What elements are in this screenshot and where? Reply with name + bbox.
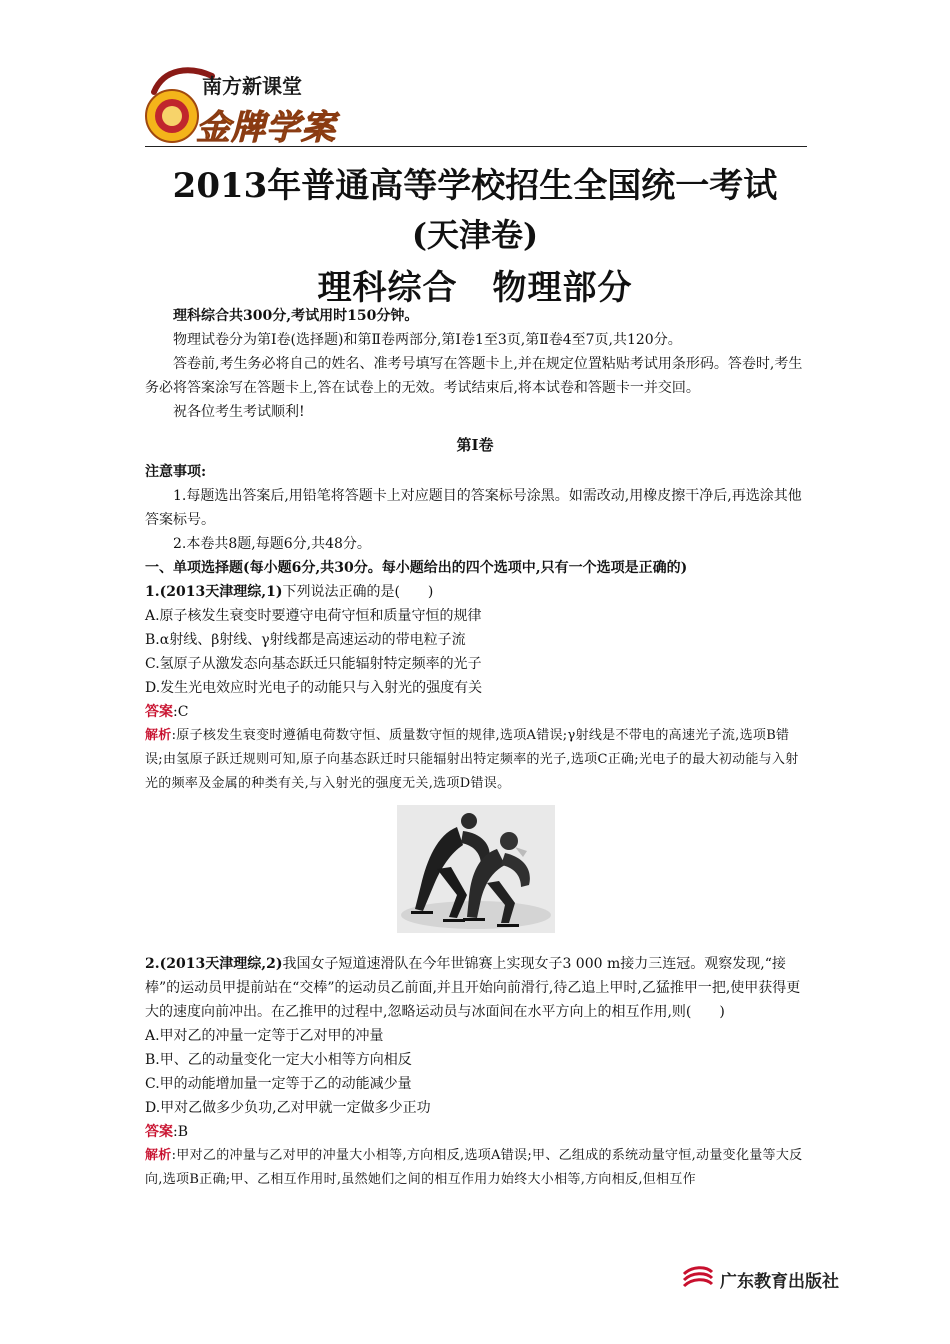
answer-label: 答案 bbox=[145, 704, 173, 720]
publisher-name: 广东教育出版社 bbox=[720, 1272, 839, 1292]
question-source: .(2013天津理综,2) bbox=[154, 956, 283, 972]
option-d: D.甲对乙做多少负功,乙对甲就一定做多少正功 bbox=[145, 1100, 431, 1116]
option-a: A.甲对乙的冲量一定等于乙对甲的冲量 bbox=[145, 1028, 384, 1044]
seal-icon bbox=[144, 88, 200, 144]
question-stem bbox=[145, 580, 805, 604]
header-rule bbox=[145, 146, 807, 147]
question-text: 下列说法正确的是( ) bbox=[282, 584, 434, 600]
answer-value: :B bbox=[173, 1124, 189, 1140]
note-item: 1.每题选出答案后,用铅笔将答题卡上对应题目的答案标号涂黑。如需改动,用橡皮擦干净后,再选涂其他答案标号。 bbox=[145, 488, 802, 528]
intro-block bbox=[145, 304, 805, 796]
intro-line: 理科综合共300分,考试用时150分钟。 bbox=[173, 308, 419, 324]
intro-line: 答卷前,考生务必将自己的姓名、准考号填写在答题卡上,并在规定位置粘贴考试用条形码。答卷时,考生务必将答案涂写在答题卡上,答在试卷上的无效。考试结束后,将本试卷和答题卡一并交回。 bbox=[145, 356, 803, 396]
question-stem bbox=[145, 952, 805, 1024]
option-c: C.氢原子从激发态向基态跃迁只能辐射特定频率的光子 bbox=[145, 656, 482, 672]
exam-subject: 理科综合 物理部分 bbox=[317, 268, 633, 308]
publisher-logo-icon bbox=[680, 1264, 714, 1294]
question-2-block bbox=[145, 952, 805, 1192]
intro-line: 祝各位考生考试顺利! bbox=[173, 404, 305, 420]
exam-region: (天津卷) bbox=[411, 216, 539, 254]
part-title: 一、单项选择题(每小题6分,共30分。每小题给出的四个选项中,只有一个选项是正确的) bbox=[145, 560, 688, 576]
option-b: B.α射线、β射线、γ射线都是高速运动的带电粒子流 bbox=[145, 632, 466, 648]
option-c: C.甲的动能增加量一定等于乙的动能减少量 bbox=[145, 1076, 412, 1092]
brand-logo bbox=[140, 66, 350, 146]
analysis-label: 解析 bbox=[145, 1148, 172, 1163]
analysis-block bbox=[145, 724, 805, 796]
note-item: 2.本卷共8题,每题6分,共48分。 bbox=[173, 536, 371, 552]
question-number: 2 bbox=[145, 956, 155, 972]
analysis-text: :甲对乙的冲量与乙对甲的冲量大小相等,方向相反,选项A错误;甲、乙组成的系统动量守恒,动量变化量等大反向,选项B正确;甲、乙相互作用时,虽然她们之间的相互作用力始终大小相等,方向相反,但相互作 bbox=[145, 1148, 803, 1187]
logo-subtitle: 南方新课堂 bbox=[202, 74, 302, 98]
section-title: 第Ⅰ卷 bbox=[456, 436, 494, 454]
answer-value: :C bbox=[173, 704, 189, 720]
intro-line: 物理试卷分为第Ⅰ卷(选择题)和第Ⅱ卷两部分,第Ⅰ卷1至3页,第Ⅱ卷4至7页,共120分。 bbox=[173, 332, 682, 348]
analysis-block bbox=[145, 1144, 805, 1192]
notes-label: 注意事项: bbox=[145, 464, 207, 480]
answer-line bbox=[145, 1120, 805, 1144]
logo-title: 金牌学案 bbox=[196, 108, 336, 148]
question-number: 1 bbox=[145, 584, 155, 600]
option-a: A.原子核发生衰变时要遵守电荷守恒和质量守恒的规律 bbox=[145, 608, 482, 624]
question-text: 我国女子短道速滑队在今年世锦赛上实现女子3 000 m接力三连冠。观察发现,“接棒”的运动员甲提前站在“交棒”的运动员乙前面,并且开始向前滑行,待乙追上甲时,乙猛推甲一把,使甲获得更大的速度向前冲出。在乙推甲的过程中,忽略运动员与冰面间在水平方向上的相互作用,则( ) bbox=[145, 956, 801, 1020]
speed-skaters-photo bbox=[397, 805, 555, 933]
question-source: .(2013天津理综,1) bbox=[154, 584, 283, 600]
analysis-text: :原子核发生衰变时遵循电荷数守恒、质量数守恒的规律,选项A错误;γ射线是不带电的高速光子流,选项B错误;由氢原子跃迁规则可知,原子向基态跃迁时只能辐射出特定频率的光子,选项C正确;光电子的最大初动能与入射光的频率及金属的种类有关,与入射光的强度无关,选项D错误。 bbox=[145, 728, 799, 791]
analysis-label: 解析 bbox=[145, 728, 172, 743]
exam-title: 2013年普通高等学校招生全国统一考试 bbox=[172, 166, 778, 206]
option-b: B.甲、乙的动量变化一定大小相等方向相反 bbox=[145, 1052, 412, 1068]
answer-label: 答案 bbox=[145, 1124, 173, 1140]
answer-line bbox=[145, 700, 805, 724]
option-d: D.发生光电效应时光电子的动能只与入射光的强度有关 bbox=[145, 680, 483, 696]
